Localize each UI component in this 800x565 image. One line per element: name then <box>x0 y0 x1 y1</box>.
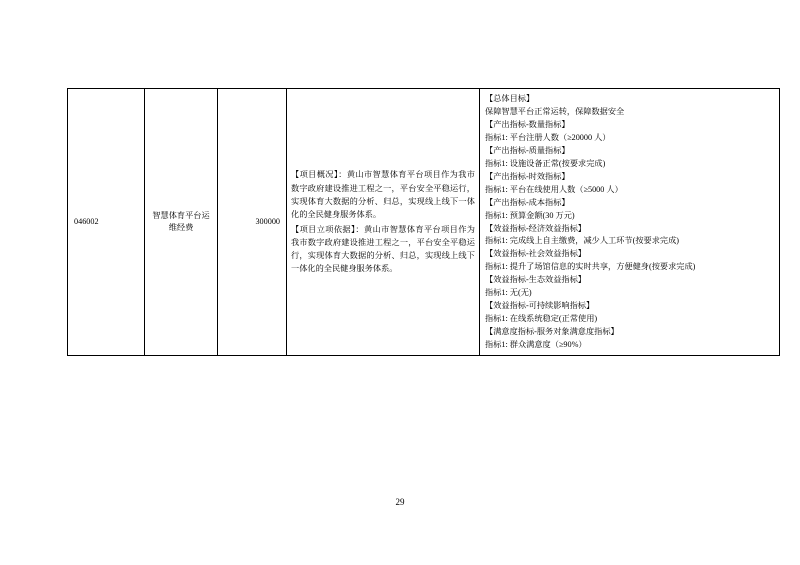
target-line: 【效益指标-经济效益指标】 <box>485 223 586 233</box>
target-line: 指标1: 提升了场馆信息的实时共享，方便健身(按要求完成) <box>485 262 696 272</box>
table-row <box>68 89 780 356</box>
table-body <box>68 89 780 356</box>
target-line: 指标1: 群众满意度（≥90%） <box>485 340 587 350</box>
target-line: 【产出指标-质量指标】 <box>485 145 570 155</box>
target-line: 【产出指标-数量指标】 <box>485 119 570 129</box>
description-paragraph-overview: 【项目概况】：黄山市智慧体育平台项目作为我市数字政府建设推进工程之一，平台安全平稳运行，实现体育大数据的分析、归总，实现线上线下一体化的全民健身服务体系。 <box>291 170 475 220</box>
project-name-cell: 智慧体育平台运维经费 <box>145 89 218 356</box>
target-line: 【总体目标】 <box>485 94 535 103</box>
target-line: 指标1: 平台在线使用人数（≥5000 人） <box>485 184 623 194</box>
target-line: 指标1: 设施设备正常(按要求完成) <box>485 158 606 168</box>
page-number: 29 <box>395 497 405 507</box>
target-line: 【满意度指标-服务对象满意度指标】 <box>485 327 619 337</box>
project-amount-cell: 300000 <box>218 89 287 356</box>
performance-targets-cell <box>480 89 780 356</box>
target-line: 保障智慧平台正常运转，保障数据安全 <box>485 106 625 116</box>
description-paragraph-basis: 【项目立项依据】：黄山市智慧体育平台项目作为我市数字政府建设推进工程之一，平台安全平稳运行，实现体育大数据的分析、归总，实现线上线下一体化的全民健身服务体系。 <box>291 224 475 274</box>
budget-performance-table <box>67 88 780 356</box>
target-line: 【效益指标-生态效益指标】 <box>485 275 586 285</box>
project-description-cell <box>287 89 480 356</box>
project-code-cell: 046002 <box>68 89 145 356</box>
target-line: 【产出指标-成本指标】 <box>485 197 570 207</box>
target-line: 指标1: 在线系统稳定(正常使用) <box>485 314 598 324</box>
target-line: 【效益指标-社会效益指标】 <box>485 249 586 259</box>
target-line: 指标1: 平台注册人数（≥20000 人） <box>485 132 611 142</box>
target-line: 指标1: 预算金额(30 万元) <box>485 210 575 220</box>
target-line: 指标1: 无(无) <box>485 288 532 298</box>
target-line: 指标1: 完成线上自主缴费，减少人工环节(按要求完成) <box>485 236 679 246</box>
target-line: 【效益指标-可持续影响指标】 <box>485 301 595 311</box>
target-line: 【产出指标-时效指标】 <box>485 171 570 181</box>
